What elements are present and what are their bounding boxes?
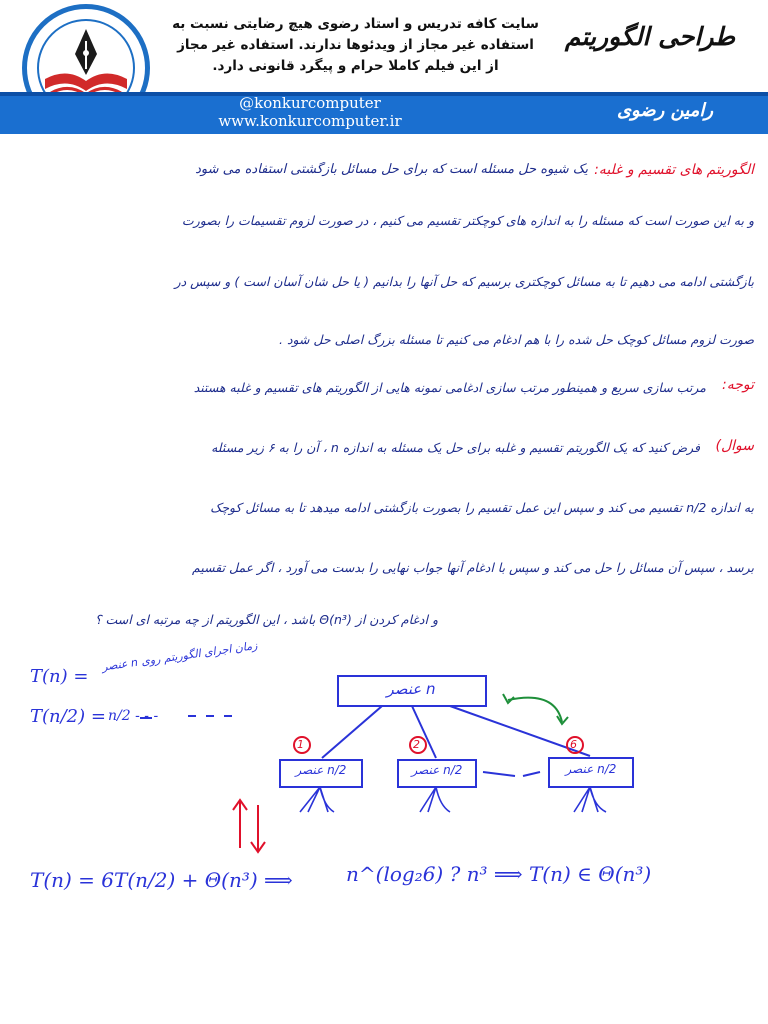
child-number: 6 bbox=[570, 738, 577, 751]
t-half-description: n/2 - - - bbox=[108, 708, 159, 724]
note-text: مرتب سازی سریع و همینطور مرتب سازی ادغامی نمونه هایی از الگوریتم های تقسیم و غلبه هستند bbox=[193, 380, 706, 395]
green-arc-arrow bbox=[508, 698, 562, 722]
question-line: فرض کنید که یک الگوریتم تقسیم و غلبه برای حل یک مسئله به اندازه n ، آن را به ۶ زیر مسئله bbox=[211, 440, 700, 455]
question-label: سوال) bbox=[715, 438, 754, 454]
t-half-lhs: T(n/2) = bbox=[30, 706, 106, 727]
t-n-description: زمان اجرای الگوریتم روی n عنصر bbox=[101, 638, 259, 674]
ellipsis-dash bbox=[523, 772, 540, 776]
child-node-label: n/2 عنصر bbox=[565, 762, 617, 776]
subtree-sketch bbox=[300, 787, 334, 812]
course-title: طراحی الگوریتم bbox=[564, 22, 736, 51]
tree-edge bbox=[322, 706, 382, 758]
subtree-sketch bbox=[574, 787, 606, 812]
recurrence-equation: T(n) = 6T(n/2) + Θ(n³) ⟹ bbox=[30, 868, 293, 892]
instagram-handle: @konkurcomputer bbox=[239, 94, 381, 112]
definition-line: و به این صورت است که مسئله را به اندازه های کوچکتر تقسیم می کنیم ، در صورت لزوم تقسیمات را بصورت bbox=[181, 213, 754, 228]
green-arrow-head bbox=[503, 694, 514, 703]
subtree-sketch bbox=[420, 787, 450, 812]
child-number: 2 bbox=[413, 738, 420, 751]
question-line: به اندازه n/2 تقسیم می کند و سپس این عمل تقسیم را بصورت بازگشتی ادامه میدهد تا به مسائل کوچک bbox=[210, 500, 754, 515]
definition-line: صورت لزوم مسائل کوچک حل شده را با هم ادغام می کنیم تا مسئله بزرگ اصلی حل شود . bbox=[279, 332, 754, 347]
website-url: www.konkurcomputer.ir bbox=[218, 112, 402, 130]
child-node-label: n/2 عنصر bbox=[295, 763, 347, 777]
definition-line: یک شیوه حل مسئله است که برای حل مسائل بازگشتی استفاده می شود bbox=[195, 162, 588, 177]
tree-edge bbox=[450, 706, 590, 756]
master-theorem-comparison: n^(log₂6) ? n³ ⟹ T(n) ∈ Θ(n³) bbox=[346, 862, 652, 886]
notice-line: سایت کافه تدریس و استاد رضوی هیچ رضایتی نسبت به bbox=[172, 16, 539, 32]
question-line: و ادغام کردن از Θ(n³) باشد ، این الگوریتم از چه مرتبه ای است ؟ bbox=[94, 612, 438, 627]
definition-label: الگوریتم های تقسیم و غلبه: bbox=[594, 162, 754, 178]
child-node-label: n/2 عنصر bbox=[411, 763, 463, 777]
t-n-lhs: T(n) = bbox=[30, 666, 89, 687]
question-line: برسد ، سپس آن مسائل را حل می کند و سپس با ادغام آنها جواب نهایی را بدست می آورد ، اگر عمل تقسیم bbox=[192, 560, 754, 575]
notice-line: استفاده غیر مجاز از ویدئوها ندارند. استفاده غیر مجاز bbox=[177, 37, 534, 53]
ellipsis-dash bbox=[483, 772, 515, 776]
child-number: 1 bbox=[297, 738, 304, 751]
teacher-name: رامین رضوی bbox=[616, 100, 714, 121]
root-node-label: n عنصر bbox=[386, 680, 436, 698]
note-label: توجه: bbox=[721, 377, 754, 393]
definition-line: بازگشتی ادامه می دهیم تا به مسائل کوچکتری برسیم که حل آنها را بدانیم ( یا حل شان آسان است ) و سپس در bbox=[174, 274, 754, 289]
notice-line: از این فیلم کاملا حرام و پیگرد قانونی دارد. bbox=[212, 58, 499, 74]
